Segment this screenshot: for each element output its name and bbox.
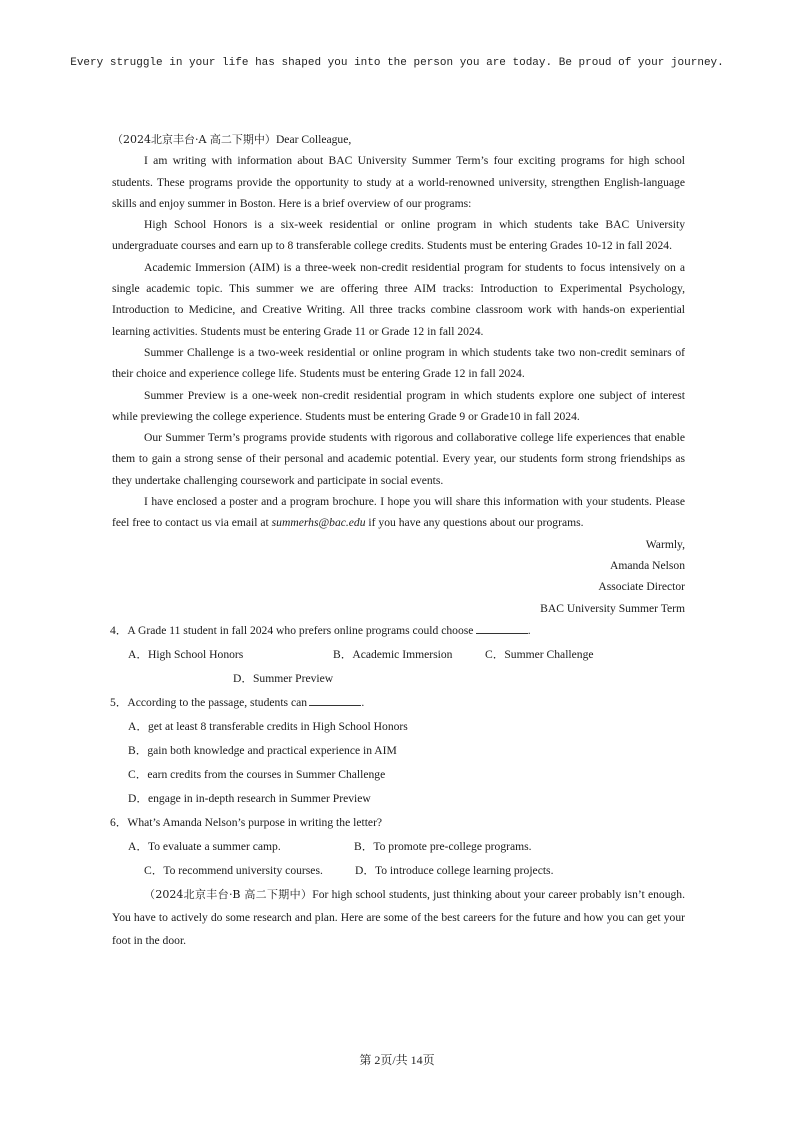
- passage-a-greeting-line: [112, 129, 685, 150]
- question-text: 4．A Grade 11 student in fall 2024 who prefers online programs could choose: [110, 623, 474, 637]
- option-a: A．To evaluate a summer camp.: [128, 839, 281, 853]
- option-d: D．engage in in-depth research in Summer Preview: [128, 791, 371, 805]
- question-stem: [110, 619, 683, 643]
- option-c: C．Summer Challenge: [485, 647, 594, 661]
- document-body: [112, 129, 685, 952]
- option-a: A．get at least 8 transferable credits in High School Honors: [128, 719, 408, 733]
- paragraph: Summer Challenge is a two-week residential or online program in which students take two non-credit seminars of their choice and experience college life. Students must be entering Grade 12 in fall 2024.: [112, 345, 685, 381]
- option-d: D．To introduce college learning projects.: [355, 863, 554, 877]
- paragraph-text: I have enclosed a poster and a program brochure. I hope you will share this information with your students. Please feel free to contact us via email at: [112, 495, 685, 530]
- email-address: summerhs@bac.edu: [271, 516, 366, 530]
- paragraph: I am writing with information about BAC University Summer Term’s four exciting programs for high school students. These programs provide the opportunity to study at a world-renowned university, strengthen English-language skills and enjoy summer in Boston. Here is a brief overview of our programs:: [112, 154, 685, 210]
- closing: Warmly,: [645, 537, 685, 551]
- source-label: （2024北京丰台·A 高二下期中）: [112, 133, 276, 146]
- paragraph-text: For high school students, just thinking about your career probably isn’t enough. You have to actively do some research and plan. Here are some of the best careers for the future and how you can get your foot in the door.: [112, 887, 685, 947]
- source-label: （2024北京丰台·B 高二下期中）: [144, 887, 313, 901]
- option-b: B．Academic Immersion: [333, 647, 453, 661]
- paragraph: High School Honors is a six-week residential or online program in which students take BAC University undergraduate courses and earn up to 8 transferable college credits. Students must be entering Grades 10-12 in fall 2024.: [112, 218, 685, 253]
- question-stem: [110, 691, 683, 715]
- page-number: 第 2页/共 14页: [359, 1053, 435, 1067]
- header-quote: Every struggle in your life has shaped you into the person you are today. Be proud of your journey.: [70, 57, 724, 69]
- option-a: A．High School Honors: [128, 647, 244, 661]
- signature-title: Associate Director: [598, 580, 685, 594]
- options-row: [112, 835, 685, 859]
- options-row: [112, 643, 685, 667]
- option-c: C．To recommend university courses.: [144, 863, 323, 877]
- options-row: [112, 859, 685, 883]
- paragraph: Our Summer Term’s programs provide students with rigorous and collaborative college life experiences that enable them to gain a strong sense of their personal and academic potential. Every year, our students form strong friendships as they undertake challenging coursework and participate in social events.: [112, 431, 685, 487]
- option-b: B．gain both knowledge and practical experience in AIM: [128, 743, 397, 757]
- question-5: [112, 691, 685, 811]
- answer-blank: [476, 623, 528, 634]
- option-b: B．To promote pre-college programs.: [354, 839, 532, 853]
- answer-blank: [309, 695, 361, 706]
- signature-org: BAC University Summer Term: [540, 601, 685, 615]
- question-4: [112, 619, 685, 691]
- greeting: Dear Colleague,: [275, 133, 352, 146]
- paragraph: Summer Preview is a one-week non-credit residential program in which students explore one subject of interest while previewing the college experience. Students must be entering Grade 9 or Grade10 in fall 2024.: [112, 388, 685, 423]
- option-c: C．earn credits from the courses in Summer Challenge: [128, 767, 386, 781]
- paragraph: [112, 491, 685, 534]
- passage-b-intro: [112, 883, 685, 952]
- question-6: [112, 811, 685, 883]
- signature-name: Amanda Nelson: [609, 558, 685, 572]
- question-end: .: [527, 623, 531, 637]
- question-end: .: [361, 695, 365, 709]
- paragraph: Academic Immersion (AIM) is a three-week non-credit residential program for students to focus intensively on a single academic topic. This summer we are offering three AIM tracks: Introduction to Experimental Psychology, Introduction to Medicine, and Creative Writing. All three tracks combine classroom work with hands-on experiential learning activities. Students must be entering Grade 11 or Grade 12 in fall 2024.: [112, 260, 685, 338]
- question-stem: 6．What’s Amanda Nelson’s purpose in writing the letter?: [110, 815, 383, 829]
- paragraph-text: if you have any questions about our programs.: [365, 516, 584, 530]
- option-d: D．Summer Preview: [233, 671, 334, 685]
- question-text: 5．According to the passage, students can: [110, 695, 308, 709]
